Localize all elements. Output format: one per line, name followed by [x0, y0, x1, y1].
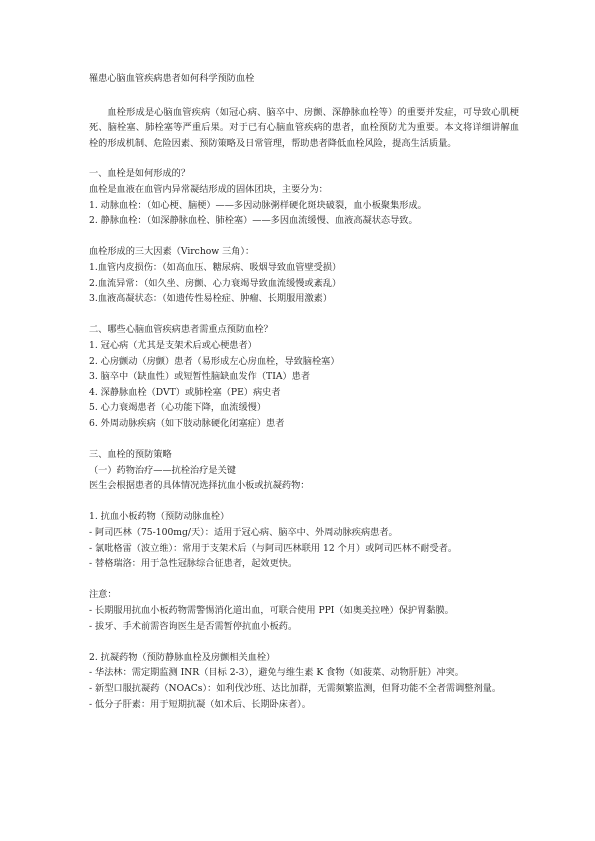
antiplatelet-item: - 阿司匹林（75-100mg/天）：适用于冠心病、脑卒中、外周动脉疾病患者。 — [89, 527, 398, 539]
note-item: - 长期服用抗血小板药物需警惕消化道出血，可联合使用 PPI（如奥美拉唑）保护胃黏膜。 — [89, 605, 454, 616]
anticoagulant-item: - 低分子肝素：用于短期抗凝（如术后、长期卧床者）。 — [89, 698, 311, 710]
document-body — [89, 71, 519, 712]
virchow-heading: 血栓形成的三大因素（Virchow 三角）： — [89, 246, 255, 258]
document-title: 罹患心脑血管疾病患者如何科学预防血栓 — [89, 73, 255, 84]
note-item: - 拔牙、手术前需咨询医生是否需暂停抗血小板药。 — [89, 620, 298, 632]
spacer — [89, 307, 519, 323]
section-2-heading: 二、哪些心脑血管疾病患者需重点预防血栓？ — [89, 324, 273, 336]
spacer — [89, 229, 519, 245]
virchow-factor: 2.血流异常：（如久坐、房颤、心力衰竭导致血流缓慢或紊乱） — [89, 277, 342, 289]
risk-group-item: 5. 心力衰竭患者（心功能下降，血流缓慢） — [89, 402, 267, 414]
risk-group-item: 1. 冠心病（尤其是支架术后或心梗患者） — [89, 339, 257, 351]
anticoagulant-item: - 新型口服抗凝药（NOACs）：如利伐沙班、达比加群，无需频繁监测，但肾功能不全者需调整剂量。 — [89, 682, 502, 694]
risk-group-item: 2. 心房颤动（房颤）患者（易形成左心房血栓，导致脑栓塞） — [89, 355, 340, 367]
thrombus-type-item: 2. 静脉血栓：（如深静脉血栓、肺栓塞）——多因血流缓慢、血液高凝状态导致。 — [89, 215, 418, 227]
section-1-lead: 血栓是血液在血管内异常凝结形成的固体团块，主要分为： — [89, 183, 328, 195]
notes-heading: 注意： — [89, 589, 117, 601]
thrombus-type-item: 1. 动脉血栓：（如心梗、脑梗）——多因动脉粥样硬化斑块破裂，血小板聚集形成。 — [89, 199, 427, 211]
virchow-factor: 1.血管内皮损伤：（如高血压、糖尿病、吸烟导致血管壁受损） — [89, 261, 342, 273]
risk-group-item: 6. 外周动脉疾病（如下肢动脉硬化闭塞症）患者 — [89, 417, 285, 429]
anticoagulant-heading: 2. 抗凝药物（预防静脉血栓及房颤相关血栓） — [89, 651, 276, 663]
anticoagulant-item: - 华法林：需定期监测 INR（目标 2-3），避免与维生素 K 食物（如菠菜、动物肝脏）冲突。 — [89, 667, 464, 679]
antiplatelet-heading: 1. 抗血小板药物（预防动脉血栓） — [89, 511, 230, 523]
virchow-factor: 3.血液高凝状态：（如遗传性易栓症、肿瘤、长期服用激素） — [89, 293, 333, 305]
section-3-lead: 医生会根据患者的具体情况选择抗血小板或抗凝药物： — [89, 480, 310, 492]
section-3-heading: 三、血栓的预防策略 — [89, 449, 172, 461]
spacer — [89, 572, 519, 588]
spacer — [89, 431, 519, 447]
antiplatelet-item: - 氯吡格雷（波立维）：常用于支架术后（与阿司匹林联用 12 个月）或阿司匹林不耐受者。 — [89, 542, 458, 554]
section-1-heading: 一、血栓是如何形成的？ — [89, 168, 191, 180]
spacer — [89, 494, 519, 510]
risk-group-item: 3. 脑卒中（缺血性）或短暂性脑缺血发作（TIA）患者 — [89, 371, 311, 383]
intro-paragraph: 血栓形成是心脑血管疾病（如冠心病、脑卒中、房颤、深静脉血栓等）的重要并发症，可导致心肌梗死、脑栓塞、肺栓塞等严重后果。对于已有心脑血管疾病的患者，血栓预防尤为重要。本文将详细讲解血栓的形成机制、危险因素、预防策略及日常管理，帮助患者降低血栓风险，提高生活质量。 — [89, 106, 519, 149]
antiplatelet-item: - 替格瑞洛：用于急性冠脉综合征患者，起效更快。 — [89, 558, 298, 570]
subsection-heading: （一）药物治疗——抗栓治疗是关键 — [89, 464, 236, 476]
spacer — [89, 634, 519, 650]
risk-group-item: 4. 深静脉血栓（DVT）或肺栓塞（PE）病史者 — [89, 386, 281, 398]
